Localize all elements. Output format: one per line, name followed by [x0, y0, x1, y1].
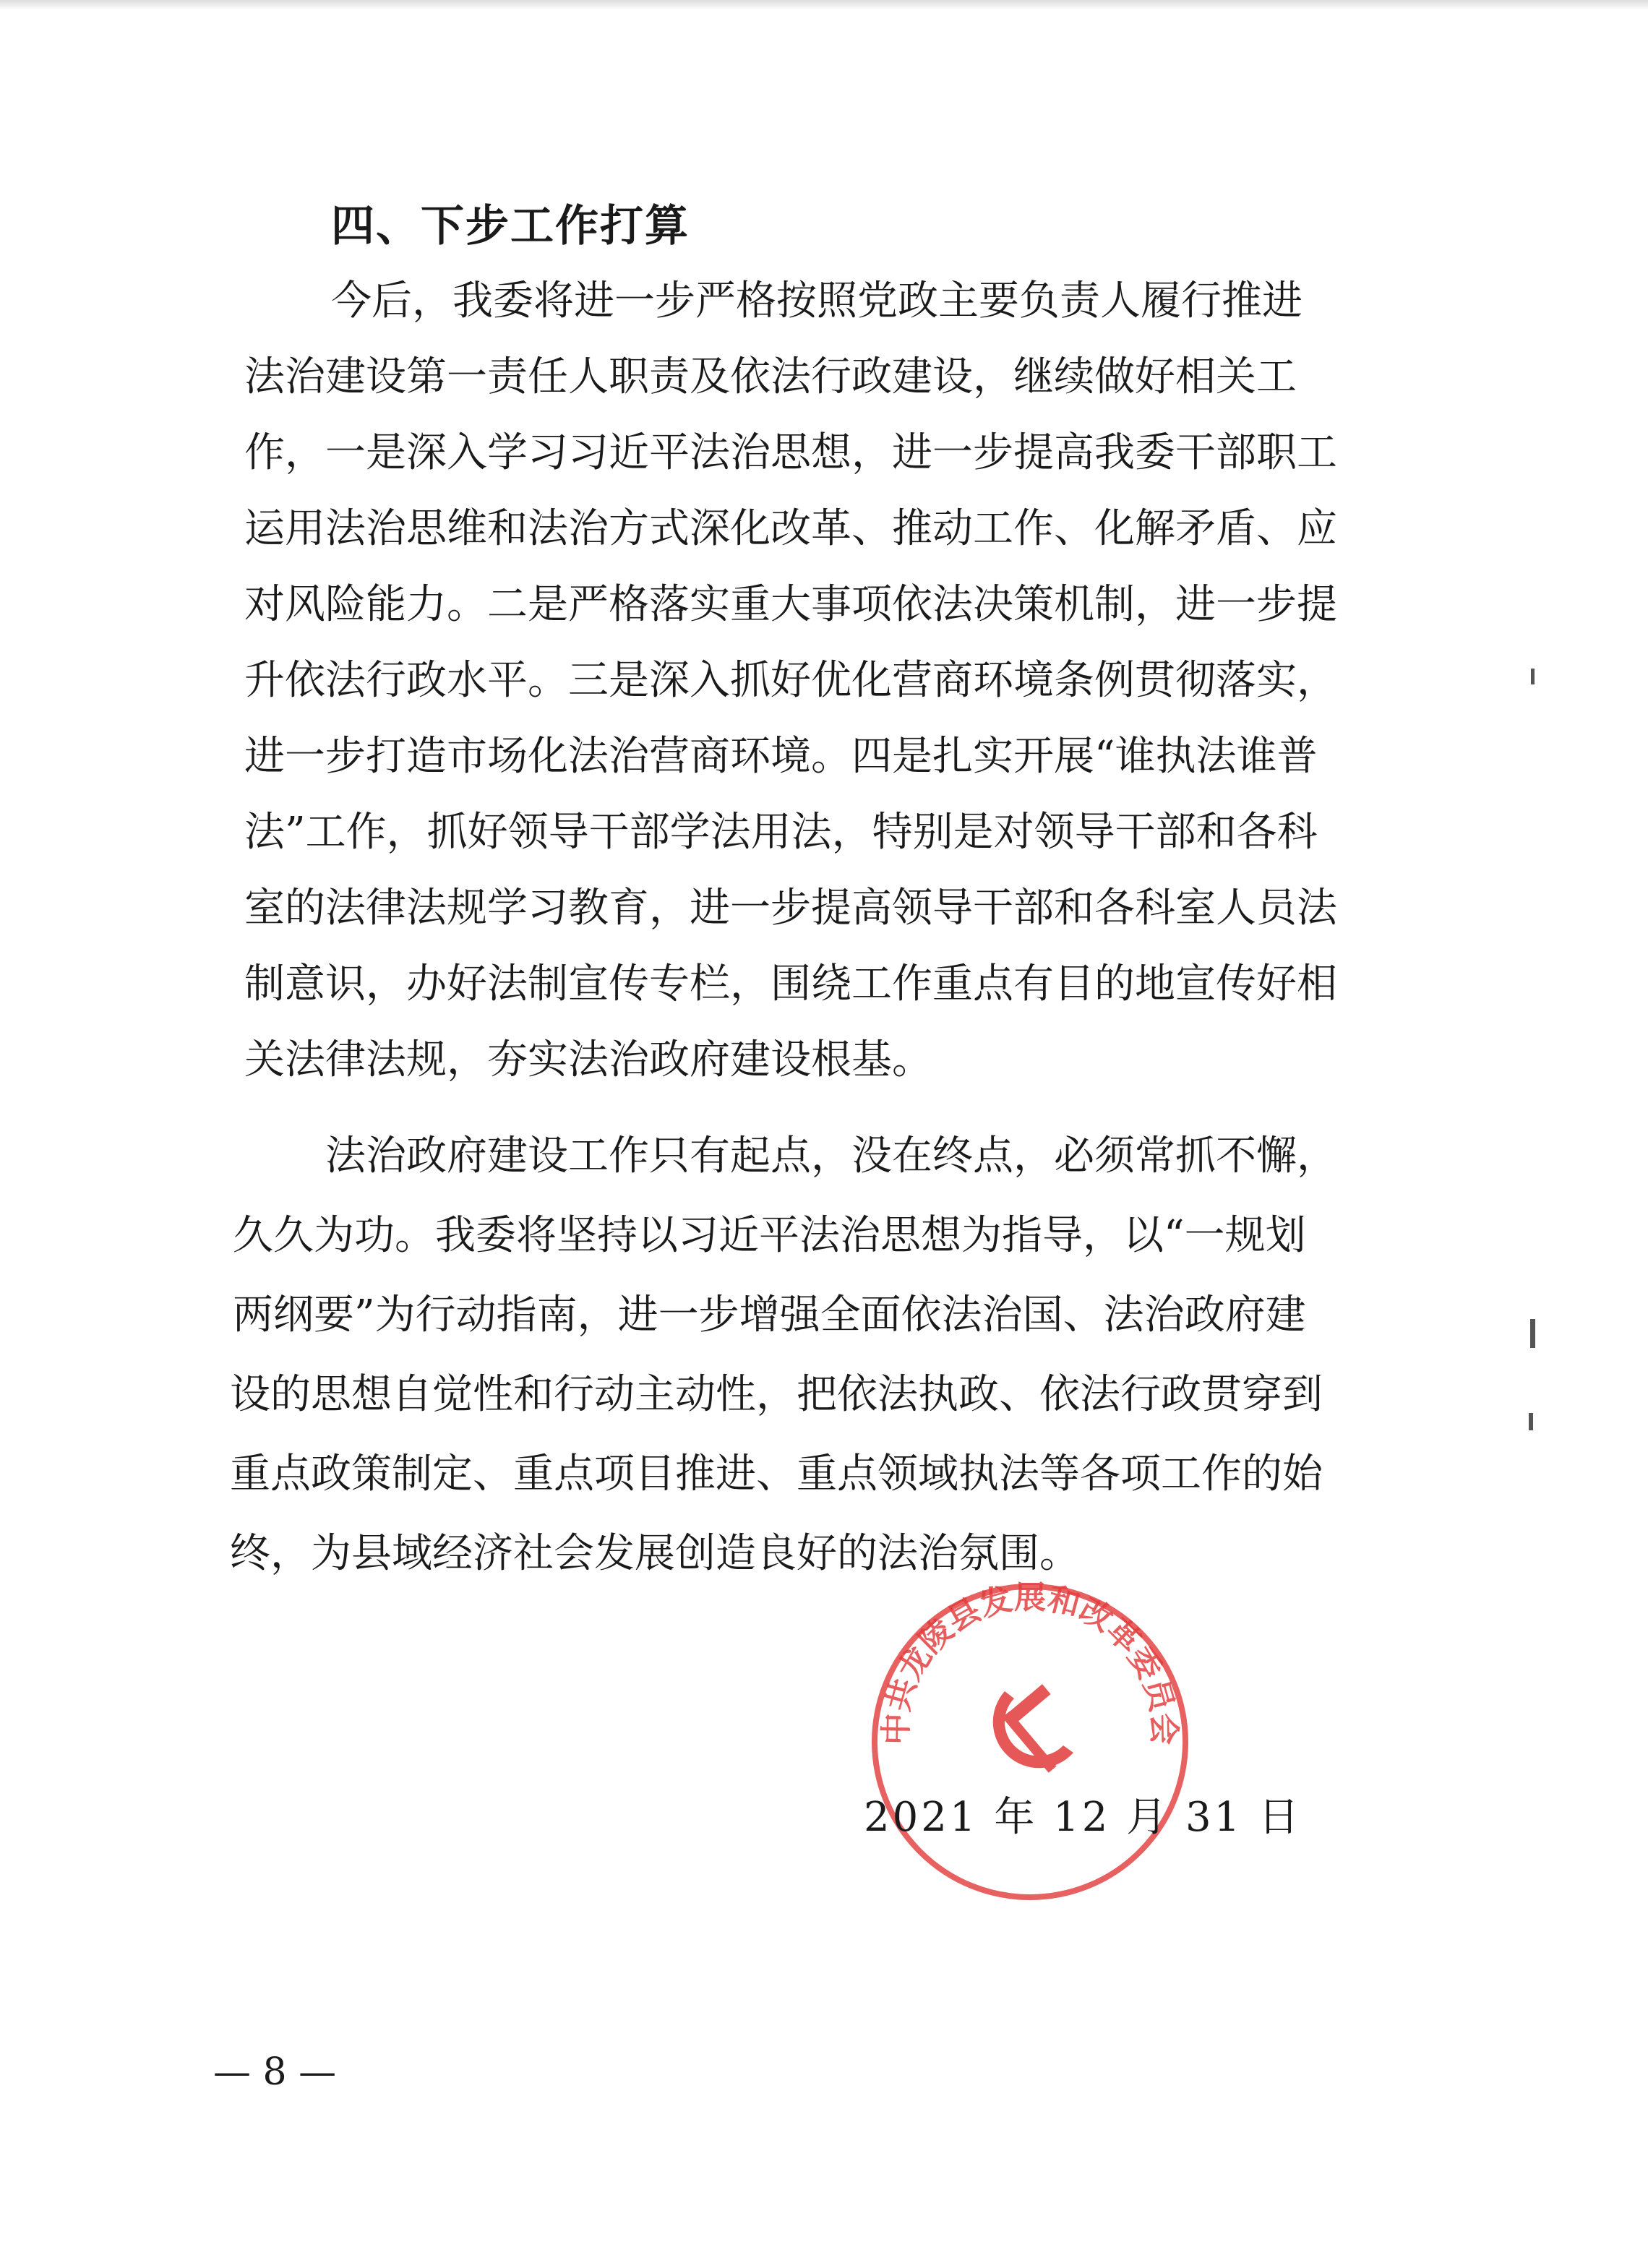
scan-mark — [1530, 1319, 1535, 1348]
paragraph-line: 法”工作，抓好领导干部学法用法，特别是对领导干部和各科 — [244, 809, 1318, 856]
page-number: — 8 — — [213, 2050, 337, 2094]
paragraph-line: 关法律法规，夯实法治政府建设根基。 — [244, 1036, 932, 1083]
paragraph-line: 终，为县域经济社会发展创造良好的法治氛围。 — [230, 1530, 1080, 1577]
paragraph-line: 法治建设第一责任人职责及依法行政建设，继续做好相关工 — [244, 353, 1297, 400]
paragraph-line: 设的思想自觉性和行动主动性，把依法执政、依法行政贯穿到 — [230, 1371, 1323, 1418]
paragraph-line: 室的法律法规学习教育，进一步提高领导干部和各科室人员法 — [244, 885, 1337, 932]
paragraph-line: 法治政府建设工作只有起点，没在终点，必须常抓不懈， — [325, 1133, 1337, 1180]
paragraph-line: 进一步打造市场化法治营商环境。四是扎实开展“谁执法谁普 — [244, 733, 1318, 780]
scan-mark — [1529, 1413, 1533, 1430]
seal-text: 中共龙陵县发展和改革委员会 — [877, 1579, 1183, 1745]
hammer-sickle-emblem — [993, 1684, 1073, 1773]
paragraph-line: 制意识，办好法制宣传专栏，围绕工作重点有目的地宣传好相 — [244, 961, 1337, 1008]
paragraph-line: 作，一是深入学习习近平法治思想，进一步提高我委干部职工 — [244, 429, 1337, 476]
section-heading: 四、下步工作打算 — [331, 201, 690, 252]
svg-text:中共龙陵县发展和改革委员会 — [878, 1579, 1183, 1745]
paragraph-line: 久久为功。我委将坚持以习近平法治思想为指导，以“一规划 — [233, 1212, 1306, 1259]
paragraph-line: 重点政策制定、重点项目推进、重点领域执法等各项工作的始 — [230, 1451, 1323, 1498]
scan-mark — [1531, 669, 1535, 684]
paragraph-line: 升依法行政水平。三是深入抓好优化营商环境条例贯彻落实， — [244, 657, 1337, 704]
official-seal — [864, 1576, 1196, 1908]
paragraph-line: 今后，我委将进一步严格按照党政主要负责人履行推进 — [331, 278, 1302, 325]
paragraph-line: 两纲要”为行动指南，进一步增强全面依法治国、法治政府建 — [233, 1292, 1306, 1339]
scan-edge — [0, 0, 1648, 10]
paragraph-line: 对风险能力。二是严格落实重大事项依法决策机制，进一步提 — [244, 581, 1337, 628]
paragraph-line: 运用法治思维和法治方式深化改革、推动工作、化解矛盾、应 — [244, 505, 1337, 552]
signature-date: 2021 年 12 月 31 日 — [864, 1794, 1302, 1841]
